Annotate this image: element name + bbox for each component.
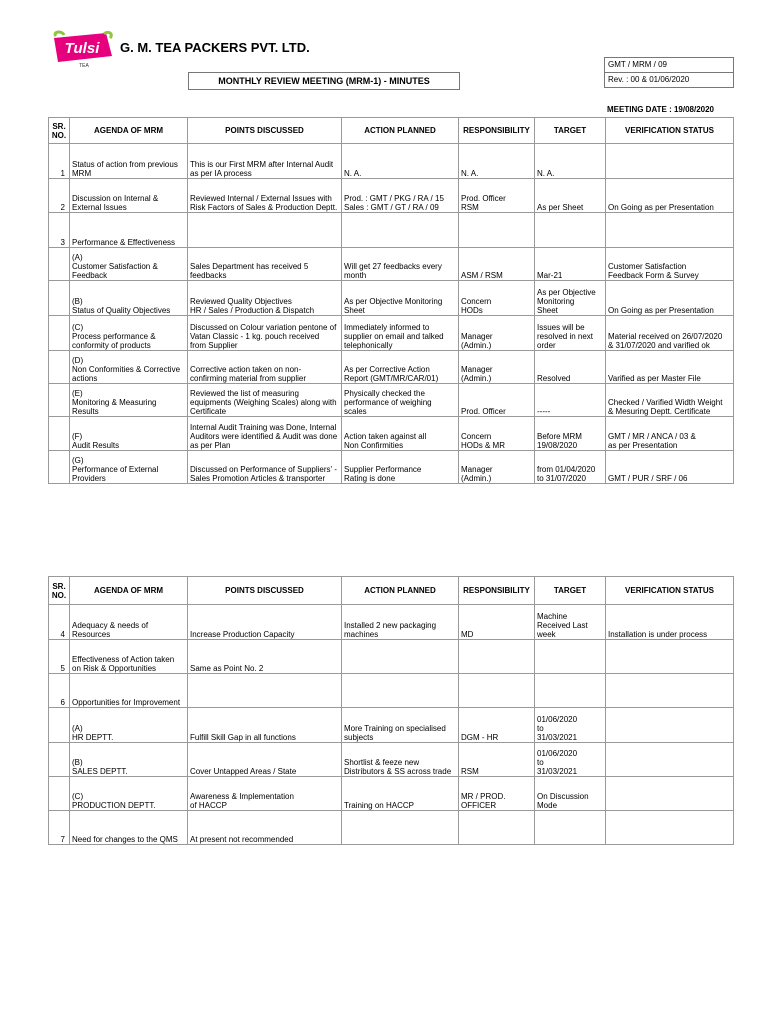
col-header-responsibility: RESPONSIBILITY [459, 118, 535, 144]
col-header-sr-no: SR. NO. [49, 118, 70, 144]
points-discussed-cell: Sales Department has received 5 feedbacks [188, 248, 342, 281]
table-row [49, 708, 734, 743]
meeting-date: MEETING DATE : 19/08/2020 [607, 105, 714, 114]
verification-status-cell: Checked / Varified Width Weight & Mesuring Deptt. Certificate [606, 384, 734, 417]
responsibility-cell: Prod. Officer [459, 384, 535, 417]
target-cell: Issues will be resolved in next order [535, 316, 606, 351]
verification-status-cell: On Going as per Presentation [606, 179, 734, 213]
verification-status-cell [606, 144, 734, 179]
verification-status-cell: GMT / PUR / SRF / 06 [606, 451, 734, 484]
document-reference-box [604, 57, 734, 88]
verification-status-cell: Installation is under process [606, 605, 734, 640]
table-row [49, 640, 734, 674]
action-planned-cell: N. A. [342, 144, 459, 179]
table-row [49, 811, 734, 845]
points-discussed-cell: Internal Audit Training was Done, Internal Auditors were identified & Audit was done as per Plan [188, 417, 342, 451]
brand-subtitle: TEA [79, 63, 89, 68]
table-header-row [49, 577, 734, 605]
verification-status-cell: Customer Satisfaction Feedback Form & Survey [606, 248, 734, 281]
action-planned-cell: Immediately informed to supplier on email and talked telephonically [342, 316, 459, 351]
action-planned-cell: Installed 2 new packaging machines [342, 605, 459, 640]
agenda-cell: Opportunities for Improvement [70, 674, 188, 708]
target-cell: 01/06/2020 to 31/03/2021 [535, 743, 606, 777]
responsibility-cell: Concern HODs & MR [459, 417, 535, 451]
agenda-cell: Discussion on Internal & External Issues [70, 179, 188, 213]
table-row [49, 144, 734, 179]
action-planned-cell: Action taken against all Non Confirmities [342, 417, 459, 451]
agenda-cell: (A) HR DEPTT. [70, 708, 188, 743]
points-discussed-cell: At present not recommended [188, 811, 342, 845]
target-cell: Machine Received Last week [535, 605, 606, 640]
table-row [49, 777, 734, 811]
verification-status-cell [606, 213, 734, 248]
col-header-target: TARGET [535, 118, 606, 144]
points-discussed-cell: Increase Production Capacity [188, 605, 342, 640]
action-planned-cell: Training on HACCP [342, 777, 459, 811]
action-planned-cell: Prod. : GMT / PKG / RA / 15 Sales : GMT / GT / RA / 09 [342, 179, 459, 213]
points-discussed-cell: Cover Untapped Areas / State [188, 743, 342, 777]
verification-status-cell: Material received on 26/07/2020 & 31/07/2020 and varified ok [606, 316, 734, 351]
col-header-action-planned: ACTION PLANNED [342, 577, 459, 605]
action-planned-cell: Will get 27 feedbacks every month [342, 248, 459, 281]
agenda-cell: (C) Process performance & conformity of products [70, 316, 188, 351]
target-cell [535, 674, 606, 708]
sr-no-cell: 1 [49, 144, 70, 179]
table-header-row [49, 118, 734, 144]
target-cell [535, 811, 606, 845]
target-cell: As per Objective Monitoring Sheet [535, 281, 606, 316]
agenda-cell: (F) Audit Results [70, 417, 188, 451]
sr-no-cell [49, 777, 70, 811]
points-discussed-cell: Discussed on Performance of Suppliers' - Sales Promotion Articles & transporter [188, 451, 342, 484]
table-row [49, 248, 734, 281]
sr-no-cell [49, 743, 70, 777]
col-header-points-discussed: POINTS DISCUSSED [188, 577, 342, 605]
action-planned-cell: Shortlist & feeze new Distributors & SS across trade [342, 743, 459, 777]
table-row [49, 213, 734, 248]
verification-status-cell: GMT / MR / ANCA / 03 & as per Presentation [606, 417, 734, 451]
table-row [49, 281, 734, 316]
responsibility-cell: DGM - HR [459, 708, 535, 743]
agenda-cell: Effectiveness of Action taken on Risk & Opportunities [70, 640, 188, 674]
responsibility-cell: N. A. [459, 144, 535, 179]
points-discussed-cell: Corrective action taken on non- confirming material from supplier [188, 351, 342, 384]
verification-status-cell [606, 811, 734, 845]
target-cell: As per Sheet [535, 179, 606, 213]
col-header-action-planned: ACTION PLANNED [342, 118, 459, 144]
sr-no-cell: 4 [49, 605, 70, 640]
responsibility-cell [459, 213, 535, 248]
action-planned-cell: Physically checked the performance of weighing scales [342, 384, 459, 417]
target-cell [535, 640, 606, 674]
responsibility-cell: ASM / RSM [459, 248, 535, 281]
agenda-cell: (G) Performance of External Providers [70, 451, 188, 484]
points-discussed-cell: Same as Point No. 2 [188, 640, 342, 674]
table-row [49, 743, 734, 777]
agenda-cell: (B) SALES DEPTT. [70, 743, 188, 777]
responsibility-cell: Prod. Officer RSM [459, 179, 535, 213]
target-cell: Mar-21 [535, 248, 606, 281]
table-row [49, 316, 734, 351]
points-discussed-cell: Reviewed Quality Objectives HR / Sales / Production & Dispatch [188, 281, 342, 316]
responsibility-cell: MR / PROD. OFFICER [459, 777, 535, 811]
action-planned-cell [342, 674, 459, 708]
agenda-cell: (C) PRODUCTION DEPTT. [70, 777, 188, 811]
sr-no-cell: 6 [49, 674, 70, 708]
points-discussed-cell: Awareness & Implementation of HACCP [188, 777, 342, 811]
responsibility-cell: MD [459, 605, 535, 640]
sr-no-cell [49, 248, 70, 281]
agenda-cell: Performance & Effectiveness [70, 213, 188, 248]
target-cell: N. A. [535, 144, 606, 179]
action-planned-cell: More Training on specialised subjects [342, 708, 459, 743]
action-planned-cell: Supplier Performance Rating is done [342, 451, 459, 484]
tulsi-logo [48, 30, 118, 68]
sr-no-cell: 7 [49, 811, 70, 845]
verification-status-cell: Varified as per Master File [606, 351, 734, 384]
col-header-verification-status: VERIFICATION STATUS [606, 577, 734, 605]
action-planned-cell: As per Corrective Action Report (GMT/MR/CAR/01) [342, 351, 459, 384]
agenda-cell: Need for changes to the QMS [70, 811, 188, 845]
points-discussed-cell: Fulfill Skill Gap in all functions [188, 708, 342, 743]
table-row [49, 605, 734, 640]
sr-no-cell [49, 384, 70, 417]
minutes-table-2 [48, 576, 734, 845]
responsibility-cell: RSM [459, 743, 535, 777]
action-planned-cell [342, 811, 459, 845]
verification-status-cell: On Going as per Presentation [606, 281, 734, 316]
table-row [49, 674, 734, 708]
sr-no-cell: 5 [49, 640, 70, 674]
minutes-table-1 [48, 117, 734, 484]
verification-status-cell [606, 743, 734, 777]
sr-no-cell [49, 708, 70, 743]
col-header-agenda: AGENDA OF MRM [70, 118, 188, 144]
target-cell: from 01/04/2020 to 31/07/2020 [535, 451, 606, 484]
brand-name: Tulsi [64, 40, 100, 57]
target-cell: 01/06/2020 to 31/03/2021 [535, 708, 606, 743]
responsibility-cell [459, 640, 535, 674]
col-header-sr-no: SR. NO. [49, 577, 70, 605]
points-discussed-cell [188, 674, 342, 708]
table-row [49, 384, 734, 417]
verification-status-cell [606, 640, 734, 674]
sr-no-cell [49, 316, 70, 351]
sr-no-cell [49, 451, 70, 484]
table-row [49, 351, 734, 384]
points-discussed-cell: Reviewed the list of measuring equipments (Weighing Scales) along with Certificate [188, 384, 342, 417]
target-cell: ----- [535, 384, 606, 417]
action-planned-cell [342, 213, 459, 248]
agenda-cell: (E) Monitoring & Measuring Results [70, 384, 188, 417]
table-row [49, 451, 734, 484]
sr-no-cell [49, 281, 70, 316]
agenda-cell: (A) Customer Satisfaction & Feedback [70, 248, 188, 281]
responsibility-cell [459, 674, 535, 708]
target-cell [535, 213, 606, 248]
action-planned-cell [342, 640, 459, 674]
points-discussed-cell [188, 213, 342, 248]
agenda-cell: Adequacy & needs of Resources [70, 605, 188, 640]
sr-no-cell [49, 351, 70, 384]
col-header-points-discussed: POINTS DISCUSSED [188, 118, 342, 144]
sr-no-cell [49, 417, 70, 451]
target-cell: Before MRM 19/08/2020 [535, 417, 606, 451]
agenda-cell: (D) Non Conformities & Corrective actions [70, 351, 188, 384]
points-discussed-cell: Reviewed Internal / External Issues with Risk Factors of Sales & Production Deptt. [188, 179, 342, 213]
document-title: MONTHLY REVIEW MEETING (MRM-1) - MINUTES [188, 72, 460, 90]
responsibility-cell: Manager (Admin.) [459, 316, 535, 351]
sr-no-cell: 3 [49, 213, 70, 248]
points-discussed-cell: This is our First MRM after Internal Audit as per IA process [188, 144, 342, 179]
responsibility-cell: Manager (Admin.) [459, 451, 535, 484]
agenda-cell: (B) Status of Quality Objectives [70, 281, 188, 316]
col-header-responsibility: RESPONSIBILITY [459, 577, 535, 605]
sr-no-cell: 2 [49, 179, 70, 213]
target-cell: On Discussion Mode [535, 777, 606, 811]
verification-status-cell [606, 708, 734, 743]
action-planned-cell: As per Objective Monitoring Sheet [342, 281, 459, 316]
agenda-cell: Status of action from previous MRM [70, 144, 188, 179]
document-number: GMT / MRM / 09 [608, 60, 667, 69]
company-name: G. M. TEA PACKERS PVT. LTD. [120, 40, 310, 55]
col-header-verification-status: VERIFICATION STATUS [606, 118, 734, 144]
col-header-target: TARGET [535, 577, 606, 605]
table-row [49, 417, 734, 451]
revision-number: Rev. : 00 & 01/06/2020 [605, 72, 733, 87]
verification-status-cell [606, 674, 734, 708]
points-discussed-cell: Discussed on Colour variation pentone of Vatan Classic - 1 kg. pouch received from Supplier [188, 316, 342, 351]
target-cell: Resolved [535, 351, 606, 384]
col-header-agenda: AGENDA OF MRM [70, 577, 188, 605]
responsibility-cell [459, 811, 535, 845]
responsibility-cell: Concern HODs [459, 281, 535, 316]
responsibility-cell: Manager (Admin.) [459, 351, 535, 384]
verification-status-cell [606, 777, 734, 811]
table-row [49, 179, 734, 213]
